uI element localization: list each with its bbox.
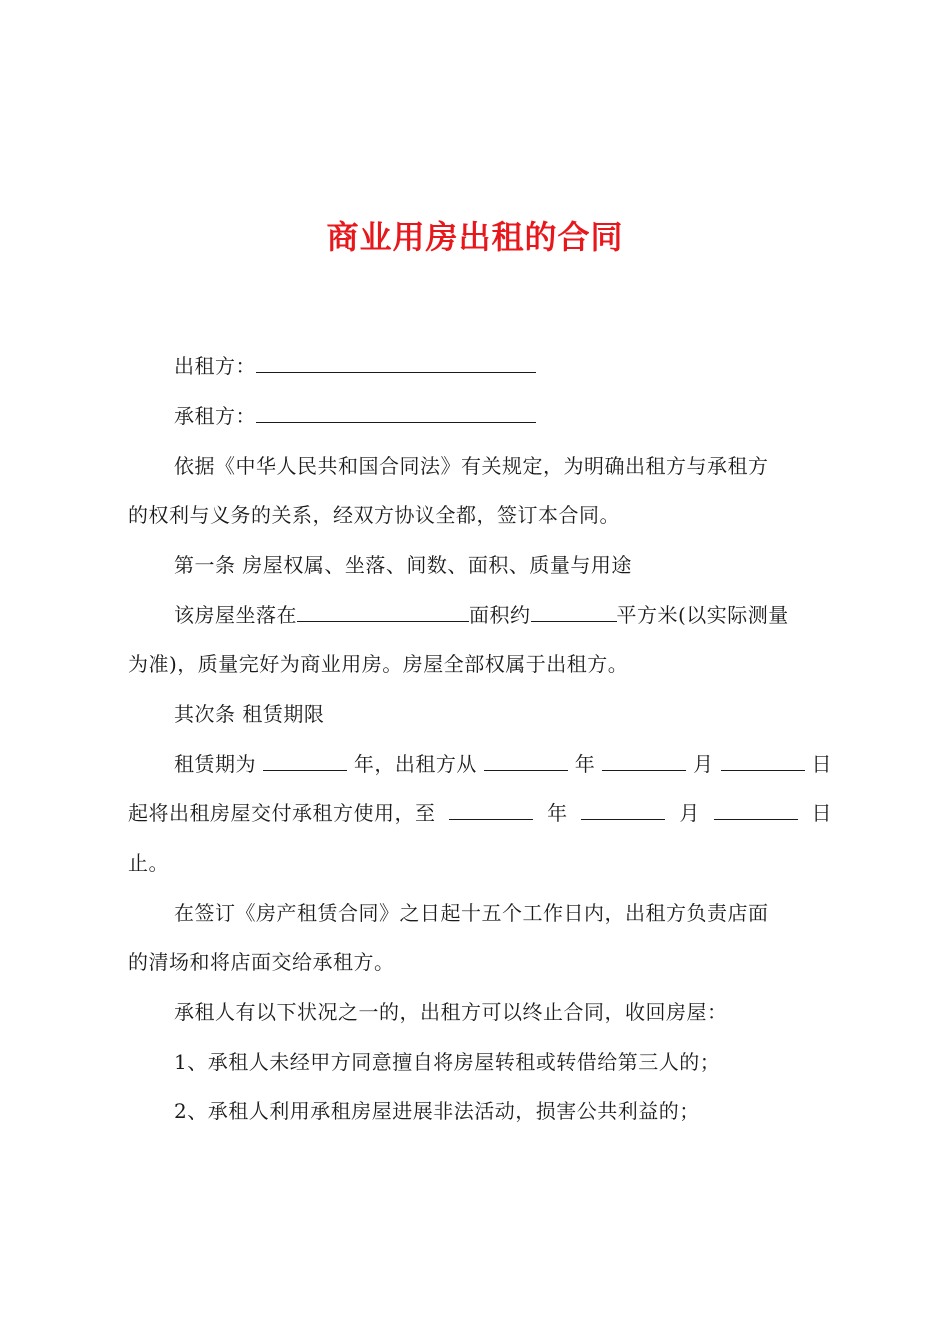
lease-years-blank [263,750,347,771]
handover-label: 起将出租房屋交付承租方使用，至 [128,801,436,825]
lease-term-label: 租赁期为 [174,752,256,776]
area-blank [531,601,617,622]
article-1-location-line [128,601,832,629]
start-year-blank [484,750,568,771]
location-blank [297,601,469,622]
area-label: 面积约 [469,603,531,627]
intro-paragraph-line-2: 的权利与义务的关系，经双方协议全都，签订本合同。 [128,503,620,527]
end-month-label: 月 [679,801,700,825]
end-day-blank [714,799,798,820]
location-label: 该房屋坐落在 [174,603,297,627]
start-month-label: 月 [693,752,714,776]
lessee-line [128,402,832,430]
handover-paragraph-line-1: 在签订《房产租赁合同》之日起十五个工作日内，出租方负责店面 [174,901,769,925]
lessee-label: 承租方： [174,404,256,428]
start-day-label: 日 [811,752,832,776]
lessor-blank [256,352,536,373]
lease-from-label: 年，出租方从 [353,752,477,776]
termination-intro: 承租人有以下状况之一的，出租方可以终止合同，收回房屋： [174,1000,728,1024]
article-2-heading: 其次条 租赁期限 [174,702,325,726]
start-month-blank [602,750,686,771]
lessor-label: 出租方： [174,354,256,378]
termination-item-2: 2、承租人利用承租房屋进展非法活动，损害公共利益的； [174,1099,700,1123]
lease-term-line-1 [128,750,832,778]
lease-term-line-3: 止。 [128,851,169,875]
intro-paragraph-line-1: 依据《中华人民共和国合同法》有关规定，为明确出租方与承租方 [174,454,769,478]
end-month-blank [581,799,665,820]
lessor-line [128,352,832,380]
article-1-quality-line: 为准)，质量完好为商业用房。房屋全部权属于出租方。 [128,652,629,676]
end-year-blank [449,799,533,820]
document-title: 商业用房出租的合同 [326,218,624,256]
termination-item-1: 1、承租人未经甲方同意擅自将房屋转租或转借给第三人的； [174,1050,721,1074]
start-day-blank [721,750,805,771]
end-day-label: 日 [811,801,832,825]
area-unit: 平方米(以实际测量 [616,603,789,627]
handover-paragraph-line-2: 的清场和将店面交给承租方。 [128,950,395,974]
start-year-label: 年 [574,752,596,776]
article-1-heading: 第一条 房屋权属、坐落、间数、面积、质量与用途 [174,553,632,577]
lease-term-line-2 [128,799,832,827]
lessee-blank [256,402,536,423]
end-year-label: 年 [547,801,568,825]
